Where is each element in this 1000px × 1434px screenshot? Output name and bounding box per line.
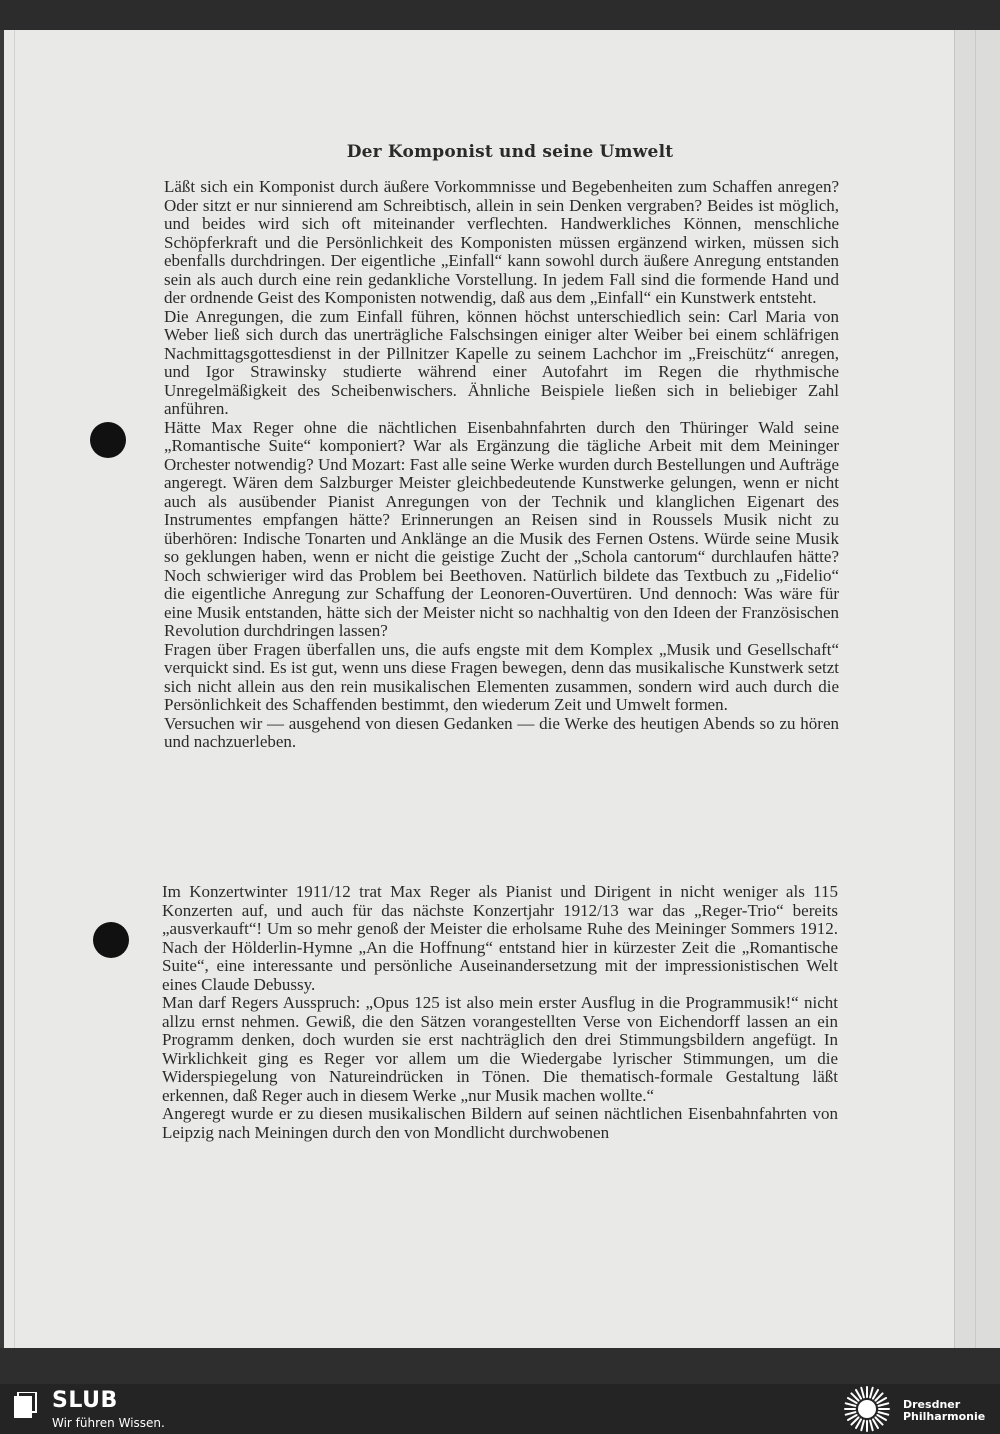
partner-name[interactable]	[903, 1399, 985, 1423]
page-left-edge	[14, 30, 15, 1348]
text-section-2	[162, 883, 838, 1142]
page-title: Der Komponist und seine Umwelt	[346, 142, 674, 162]
punch-hole	[93, 922, 129, 958]
paragraph: Fragen über Fragen überfallen uns, die aufs engste mit dem Komplex „Musik und Gesellschaft“ verquickt sind. Es ist gut, wenn uns diese Fragen bewegen, denn das musikalische Kunstwerk setzt sich nicht allein aus den rein musikalischen Elementen zusammen, sondern wird auch durch die Persönlichkeit des Schaffenden bestimmt, den wiederum Zeit und Umwelt formen.	[164, 639, 839, 714]
slub-book-icon[interactable]	[14, 1392, 38, 1418]
page-right-margin	[954, 30, 1000, 1348]
library-tagline: Wir führen Wissen.	[52, 1416, 165, 1430]
library-name[interactable]: SLUB	[52, 1388, 118, 1413]
scan-background-top	[0, 0, 1000, 30]
paragraph: Die Anregungen, die zum Einfall führen, können höchst unterschiedlich sein: Carl Maria von Weber ließ sich durch das unerträgliche Falschsingen einiger alter Weiber bei einem schläfrigen Nachmittagsgottesdienst in der Pillnitzer Kapelle zu seinem Lachchor im „Freischütz“ anregen, und Igor Strawinsky studierte während einer Autofahrt im Regen die rhythmische Unregelmäßigkeit des Scheibenwischers. Ähnliche Beispiele ließen sich in beliebiger Zahl anführen.	[164, 306, 839, 418]
paragraph: Versuchen wir — ausgehend von diesen Gedanken — die Werke des heutigen Abends so zu hören und nachzuerleben.	[164, 713, 839, 751]
paragraph: Angeregt wurde er zu diesen musikalischen Bildern auf seinen nächtlichen Eisenbahnfahrten von Leipzig nach Meiningen durch den von Mondlicht durchwobenen	[162, 1104, 838, 1142]
partner-name-line: Philharmonie	[903, 1410, 986, 1423]
text-section-1	[164, 178, 839, 752]
paragraph: Läßt sich ein Komponist durch äußere Vorkommnisse und Begebenheiten zum Schaffen anregen? Oder sitzt er nur sinnierend am Schreibtisch, allein in sein Denken vergraben? Beides ist möglich, und beides wird sich oft miteinander verflechten. Handwerkliches Können, menschliche Schöpferkraft und die Persönlichkeit des Komponisten müssen ergänzend wirken, müssen sich ebenfalls durchdringen. Der eigentliche „Einfall“ kann sowohl durch äußere Anregung entstanden sein als auch durch eine rein gedankliche Vorstellung. In jedem Fall sind die formende Hand und der ordnende Geist des Komponisten notwendig, daß aus dem „Einfall“ ein Kunstwerk entsteht.	[164, 177, 839, 307]
scan-background-bottom	[0, 1348, 1000, 1384]
paragraph: Hätte Max Reger ohne die nächtlichen Eisenbahnfahrten durch den Thüringer Wald seine „Romantische Suite“ komponiert? War als Ergänzung die tägliche Arbeit mit dem Meininger Orchester notwendig? Und Mozart: Fast alle seine Werke wurden durch Bestellungen und Aufträge angeregt. Wären dem Salzburger Meister gleichbedeutende Kunstwerke gelungen, wenn er nicht auch als ausübender Pianist Anregungen von der Technik und klanglichen Eigenart des Instrumentes empfangen hätte? Erinnerungen an Reisen sind in Roussels Musik nicht zu überhören: Indische Tonarten und Anklänge an die Musik des Fernen Ostens. Würde seine Musik so geklungen haben, wenn er nicht die geistige Zucht der „Schola cantorum“ durchlaufen hätte? Noch schwieriger wird das Problem bei Beethoven. Natürlich bildete das Textbuch zu „Fidelio“ die eigentliche Anregung zur Schaffung der Leonoren-Ouvertüren. Und dennoch: Was wäre für eine Musik entstanden, hätte sich der Meister nicht so nachhaltig von den Ideen der Französischen Revolution durchdringen lassen?	[164, 417, 839, 640]
partner-name-line: Dresdner	[903, 1398, 961, 1411]
punch-hole	[90, 422, 126, 458]
sunburst-icon[interactable]	[842, 1385, 892, 1433]
page-fold-line	[975, 30, 976, 1348]
paragraph: Man darf Regers Ausspruch: „Opus 125 ist also mein erster Ausflug in die Programmusik!“ nicht allzu ernst nehmen. Gewiß, die den Sätzen vorangestellten Verse von Eichendorff lassen an ein Programm denken, doch wurden sie erst nachträglich den drei Stimmungsbildern angefügt. In Wirklichkeit ging es Reger vor allem um die Wiedergabe lyrischer Stimmungen, um die Widerspiegelung von Natureindrücken in Tönen. Die thematisch-formale Gestaltung läßt erkennen, daß Reger auch in diesem Werke „nur Musik machen wollte.“	[162, 993, 838, 1105]
footer-bar	[0, 1384, 1000, 1434]
paragraph: Im Konzertwinter 1911/12 trat Max Reger als Pianist und Dirigent in nicht weniger als 115 Konzerten auf, und auch für das nächste Konzertjahr 1912/13 war das „Reger-Trio“ bereits „ausverkauft“! Um so mehr genoß der Meister die erholsame Ruhe des Meininger Sommers 1912. Nach der Hölderlin-Hymne „An die Hoffnung“ entstand hier in kürzester Zeit die „Romantische Suite“, eine interessante und persönliche Auseinandersetzung mit der impressionistischen Welt eines Claude Debussy.	[162, 882, 838, 994]
